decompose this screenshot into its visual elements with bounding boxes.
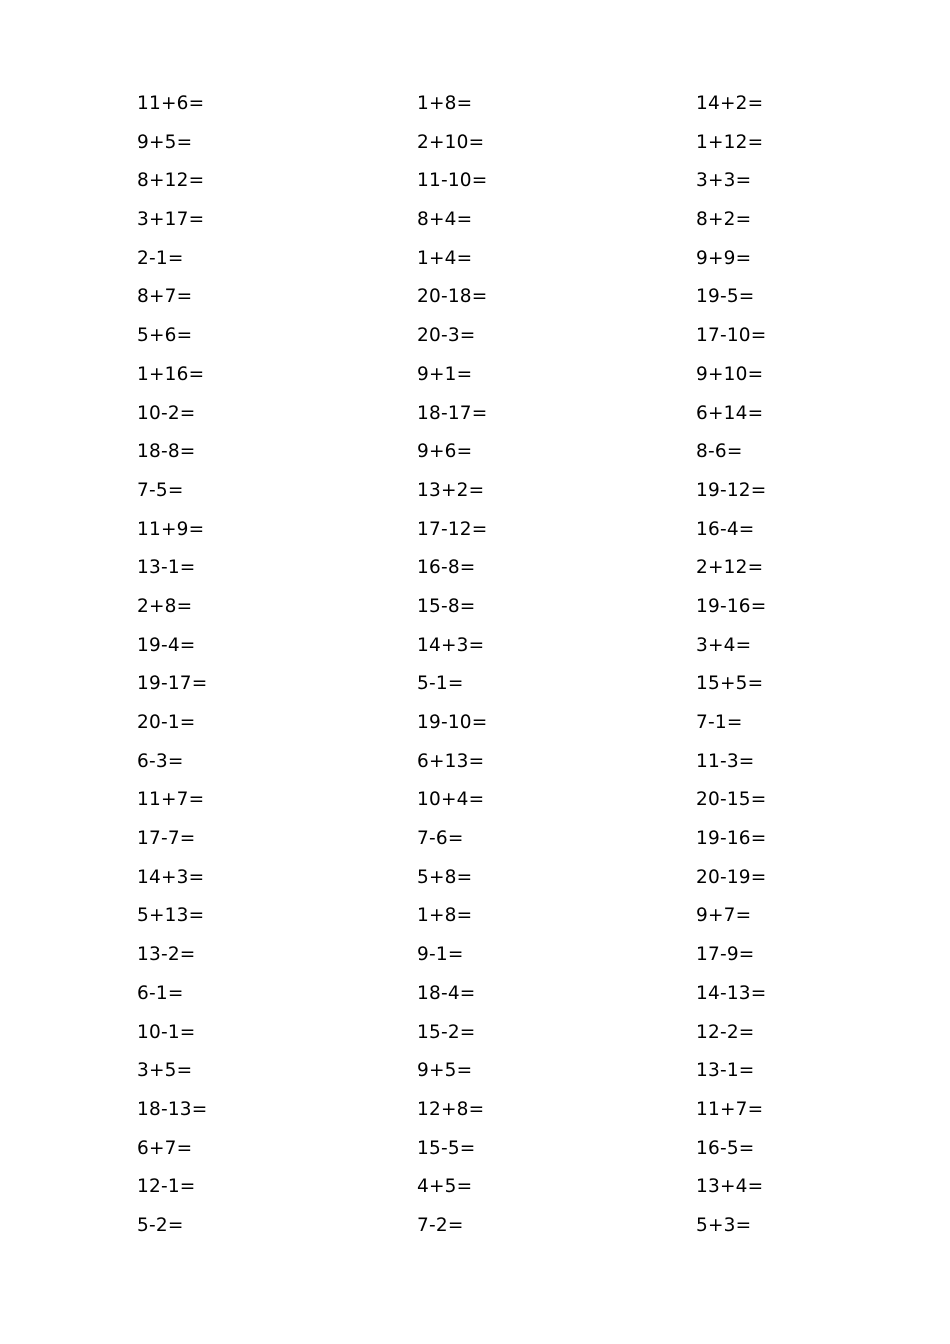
problem-row <box>137 1057 837 1096</box>
math-problem: 19-10= <box>417 712 488 733</box>
problem-row <box>137 516 837 555</box>
math-problem: 18-8= <box>137 441 196 463</box>
math-problem: 3+5= <box>137 1060 193 1082</box>
math-problem: 6-1= <box>137 982 184 1004</box>
math-problem: 16-5= <box>696 1137 755 1159</box>
problem-row <box>137 670 837 709</box>
math-problem: 11+6= <box>137 93 205 114</box>
math-problem: 19-16= <box>696 828 767 850</box>
math-problem: 17-7= <box>137 828 196 850</box>
math-problem: 9+1= <box>417 363 473 385</box>
math-problem: 1+8= <box>417 905 473 927</box>
math-problem: 15-5= <box>417 1137 476 1159</box>
math-problem: 19-17= <box>137 673 208 695</box>
math-problem: 11+7= <box>137 789 205 811</box>
math-problem: 11+7= <box>696 1098 764 1120</box>
math-problem: 9+9= <box>696 247 752 269</box>
problem-row <box>137 206 837 245</box>
math-problem: 18-4= <box>417 982 476 1004</box>
math-problem: 13-1= <box>696 1060 755 1082</box>
math-problem: 7-5= <box>137 479 184 501</box>
problem-row <box>137 786 837 825</box>
problem-row <box>137 90 837 129</box>
math-problem: 19-4= <box>137 634 196 656</box>
math-problem: 9+5= <box>137 131 193 153</box>
problem-row <box>137 902 837 941</box>
math-problem: 13-1= <box>137 557 196 579</box>
problem-row <box>137 980 837 1019</box>
math-problem: 8+2= <box>696 209 752 231</box>
math-problem: 16-4= <box>696 518 755 540</box>
math-problem: 13+2= <box>417 479 485 501</box>
math-problem: 7-6= <box>417 828 464 850</box>
problem-row <box>137 593 837 632</box>
problem-row <box>137 941 837 980</box>
math-problem: 9+5= <box>417 1060 473 1082</box>
math-problem: 1+4= <box>417 247 473 269</box>
math-problem: 19-12= <box>696 479 767 501</box>
math-problem: 10-2= <box>137 402 196 424</box>
problem-row <box>137 632 837 671</box>
math-problem: 5+6= <box>137 325 193 347</box>
math-problem: 12-1= <box>137 1176 196 1198</box>
math-problem: 11+9= <box>137 518 205 540</box>
math-problem: 6+14= <box>696 402 764 424</box>
math-problem: 17-10= <box>696 325 767 347</box>
math-problem: 6+13= <box>417 750 485 772</box>
math-problem: 1+12= <box>696 131 764 153</box>
math-problem: 10-1= <box>137 1021 196 1043</box>
problem-row <box>137 167 837 206</box>
math-problem: 6+7= <box>137 1137 193 1159</box>
math-problem: 9-1= <box>417 944 464 966</box>
math-problem: 9+10= <box>696 363 764 385</box>
math-problem: 19-5= <box>696 286 755 308</box>
problem-row <box>137 129 837 168</box>
math-problem-grid <box>137 90 837 1251</box>
math-problem: 14+3= <box>417 634 485 656</box>
problem-row <box>137 400 837 439</box>
problem-row <box>137 825 837 864</box>
problem-row <box>137 438 837 477</box>
math-problem: 8+12= <box>137 170 205 192</box>
problem-row <box>137 1019 837 1058</box>
problem-row <box>137 1173 837 1212</box>
math-problem: 12-2= <box>696 1021 755 1043</box>
math-problem: 18-13= <box>137 1098 208 1120</box>
problem-row <box>137 1135 837 1174</box>
math-problem: 1+8= <box>417 93 473 114</box>
problem-row <box>137 1212 837 1251</box>
math-problem: 5+8= <box>417 866 473 888</box>
math-problem: 20-19= <box>696 866 767 888</box>
math-problem: 2+8= <box>137 595 193 617</box>
math-problem: 20-18= <box>417 286 488 308</box>
math-problem: 2+10= <box>417 131 485 153</box>
math-problem: 9+6= <box>417 441 473 463</box>
math-problem: 9+7= <box>696 905 752 927</box>
math-problem: 3+4= <box>696 634 752 656</box>
problem-row <box>137 322 837 361</box>
math-problem: 2+12= <box>696 557 764 579</box>
math-problem: 5-1= <box>417 673 464 695</box>
math-problem: 17-9= <box>696 944 755 966</box>
math-problem: 20-1= <box>137 712 196 733</box>
problem-row <box>137 709 837 748</box>
math-problem: 7-2= <box>417 1214 464 1236</box>
math-problem: 1+16= <box>137 363 205 385</box>
math-problem: 6-3= <box>137 750 184 772</box>
math-problem: 3+3= <box>696 170 752 192</box>
math-problem: 4+5= <box>417 1176 473 1198</box>
math-problem: 15-2= <box>417 1021 476 1043</box>
problem-row <box>137 283 837 322</box>
math-problem: 14+2= <box>696 93 764 114</box>
problem-row <box>137 477 837 516</box>
math-problem: 2-1= <box>137 247 184 269</box>
problem-row <box>137 361 837 400</box>
problem-row <box>137 1096 837 1135</box>
math-problem: 15-8= <box>417 595 476 617</box>
math-problem: 7-1= <box>696 712 743 733</box>
math-problem: 8+4= <box>417 209 473 231</box>
math-problem: 17-12= <box>417 518 488 540</box>
math-problem: 20-3= <box>417 325 476 347</box>
math-problem: 8+7= <box>137 286 193 308</box>
math-problem: 13-2= <box>137 944 196 966</box>
math-problem: 3+17= <box>137 209 205 231</box>
math-problem: 18-17= <box>417 402 488 424</box>
math-problem: 8-6= <box>696 441 743 463</box>
math-problem: 5+13= <box>137 905 205 927</box>
math-problem: 15+5= <box>696 673 764 695</box>
math-problem: 14-13= <box>696 982 767 1004</box>
math-problem: 16-8= <box>417 557 476 579</box>
math-problem: 13+4= <box>696 1176 764 1198</box>
problem-row <box>137 748 837 787</box>
math-problem: 11-10= <box>417 170 488 192</box>
math-problem: 20-15= <box>696 789 767 811</box>
math-problem: 10+4= <box>417 789 485 811</box>
problem-row <box>137 864 837 903</box>
math-problem: 11-3= <box>696 750 755 772</box>
problem-row <box>137 554 837 593</box>
math-problem: 14+3= <box>137 866 205 888</box>
math-problem: 19-16= <box>696 595 767 617</box>
math-problem: 12+8= <box>417 1098 485 1120</box>
math-problem: 5-2= <box>137 1214 184 1236</box>
problem-row <box>137 245 837 284</box>
math-problem: 5+3= <box>696 1214 752 1236</box>
